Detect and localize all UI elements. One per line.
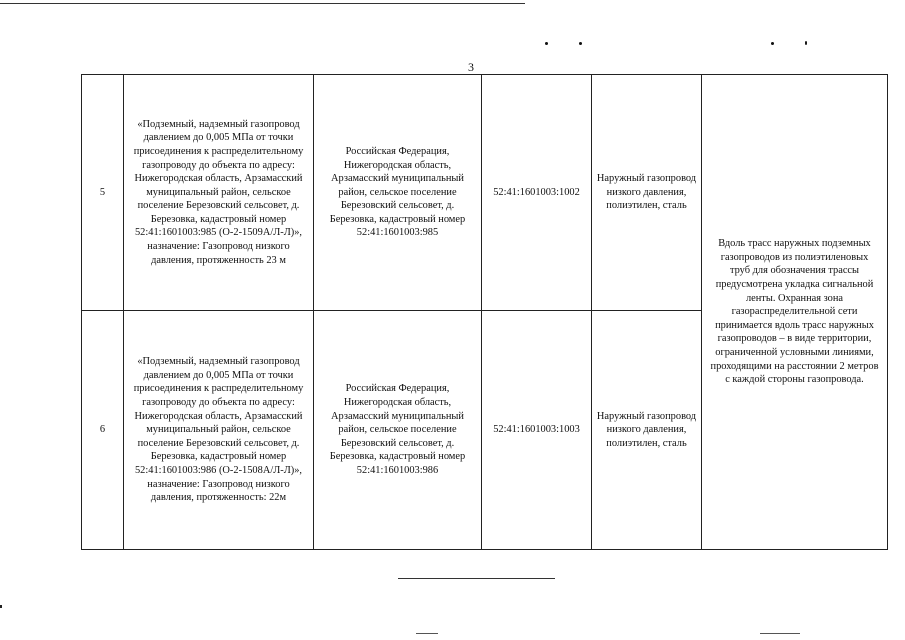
page-number: 3 <box>468 60 474 74</box>
location-cell: Российская Федерация, Нижегородская область, Арзамасский муниципальный район, сельское поселение Березовский сельсовет, д. Березовка, кадастровый номер 52:41:1601003:985 <box>314 75 482 311</box>
margin-mark <box>0 605 2 608</box>
top-scan-line <box>0 3 525 4</box>
row-index-cell: 5 <box>82 75 124 311</box>
scan-speck <box>545 42 548 45</box>
footer-rule <box>398 578 555 579</box>
table-row <box>82 75 888 311</box>
scan-speck <box>771 42 774 45</box>
registry-table <box>81 74 888 550</box>
restrictions-note-cell: Вдоль трасс наружных подземных газопроводов из полиэтиленовых труб для обозначения трассы предусмотрена укладка сигнальной ленты. Охранная зона газораспределительной сети принимается вдоль трасс наружных газопроводов – в виде территории, ограниченной условными линиями, проходящими на расстоянии 2 метров с каждой стороны газопровода. <box>702 75 888 550</box>
bottom-scan-tick <box>416 633 438 634</box>
row-index-cell: 6 <box>82 311 124 550</box>
scan-speck <box>805 41 807 45</box>
object-description-cell: «Подземный, надземный газопровод давлением до 0,005 МПа от точки присоединения к распределительному газопроводу до объекта по адресу: Нижегородская область, Арзамасский муниципальный район, сельское поселение Березовский сельсовет, д. Березовка, кадастровый номер 52:41:1601003:985 (О-2-1509А/Л-Л)», назначение: Газопровод низкого давления, протяженность 23 м <box>124 75 314 311</box>
cadastral-number-cell: 52:41:1601003:1003 <box>482 311 592 550</box>
cadastral-number-cell: 52:41:1601003:1002 <box>482 75 592 311</box>
characteristics-cell: Наружный газопровод низкого давления, полиэтилен, сталь <box>592 75 702 311</box>
location-cell: Российская Федерация, Нижегородская область, Арзамасский муниципальный район, сельское поселение Березовский сельсовет, д. Березовка, кадастровый номер 52:41:1601003:986 <box>314 311 482 550</box>
object-description-cell: «Подземный, надземный газопровод давлением до 0,005 МПа от точки присоединения к распределительному газопроводу до объекта по адресу: Нижегородская область, Арзамасский муниципальный район, сельское поселение Березовский сельсовет, д. Березовка, кадастровый номер 52:41:1601003:986 (О-2-1508А/Л-Л)», назначение: Газопровод низкого давления, протяженность: 22м <box>124 311 314 550</box>
bottom-scan-tick <box>760 633 800 634</box>
scan-speck <box>579 42 582 45</box>
characteristics-cell: Наружный газопровод низкого давления, полиэтилен, сталь <box>592 311 702 550</box>
